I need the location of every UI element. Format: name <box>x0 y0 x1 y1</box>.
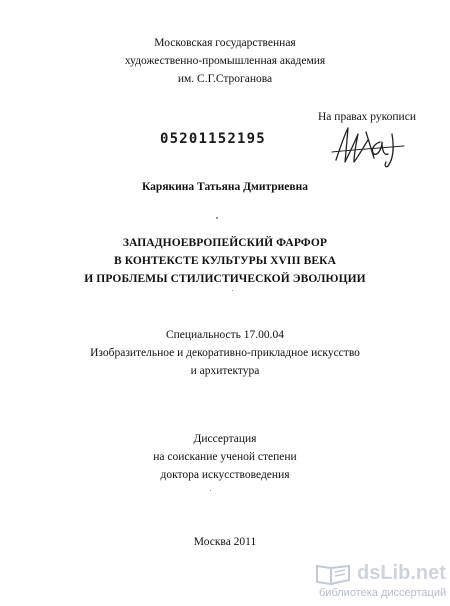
scan-speck <box>210 490 211 491</box>
scan-speck <box>216 217 218 219</box>
title-line-3: И ПРОБЛЕМЫ СТИЛИСТИЧЕСКОЙ ЭВОЛЮЦИИ <box>84 273 366 285</box>
degree-line-1: на соискание ученой степени <box>153 451 297 463</box>
serial-number: 05201152195 <box>160 131 266 147</box>
institution-line-2: художественно-промышленная академия <box>124 55 326 67</box>
specialty-name-line-2: и архитектура <box>190 365 260 377</box>
title-line-2: В КОНТЕКСТЕ КУЛЬТУРЫ XVIII ВЕКА <box>113 255 337 267</box>
watermark-subtitle: библиотека диссертаций <box>319 587 447 599</box>
scan-speck <box>232 290 233 291</box>
specialty-code: Специальность 17.00.04 <box>165 329 285 341</box>
degree-line-2: доктора искусствоведения <box>160 469 290 481</box>
signature-icon <box>330 122 410 170</box>
book-icon <box>315 564 353 586</box>
watermark <box>297 562 447 602</box>
specialty-name-line-1: Изобразительное и декоративно-прикладное искусство <box>90 347 360 359</box>
rights-label: На правах рукописи <box>318 111 416 123</box>
place-year: Москва 2011 <box>193 536 257 548</box>
dissertation-label: Диссертация <box>193 433 257 445</box>
watermark-brand: dsLib.net <box>357 562 446 584</box>
author-name: Карякина Татьяна Дмитриевна <box>142 181 308 193</box>
institution-line-1: Московская государственная <box>154 37 296 49</box>
title-line-1: ЗАПАДНОЕВРОПЕЙСКИЙ ФАРФОР <box>122 237 328 249</box>
institution-line-3: им. С.Г.Строганова <box>177 73 273 85</box>
